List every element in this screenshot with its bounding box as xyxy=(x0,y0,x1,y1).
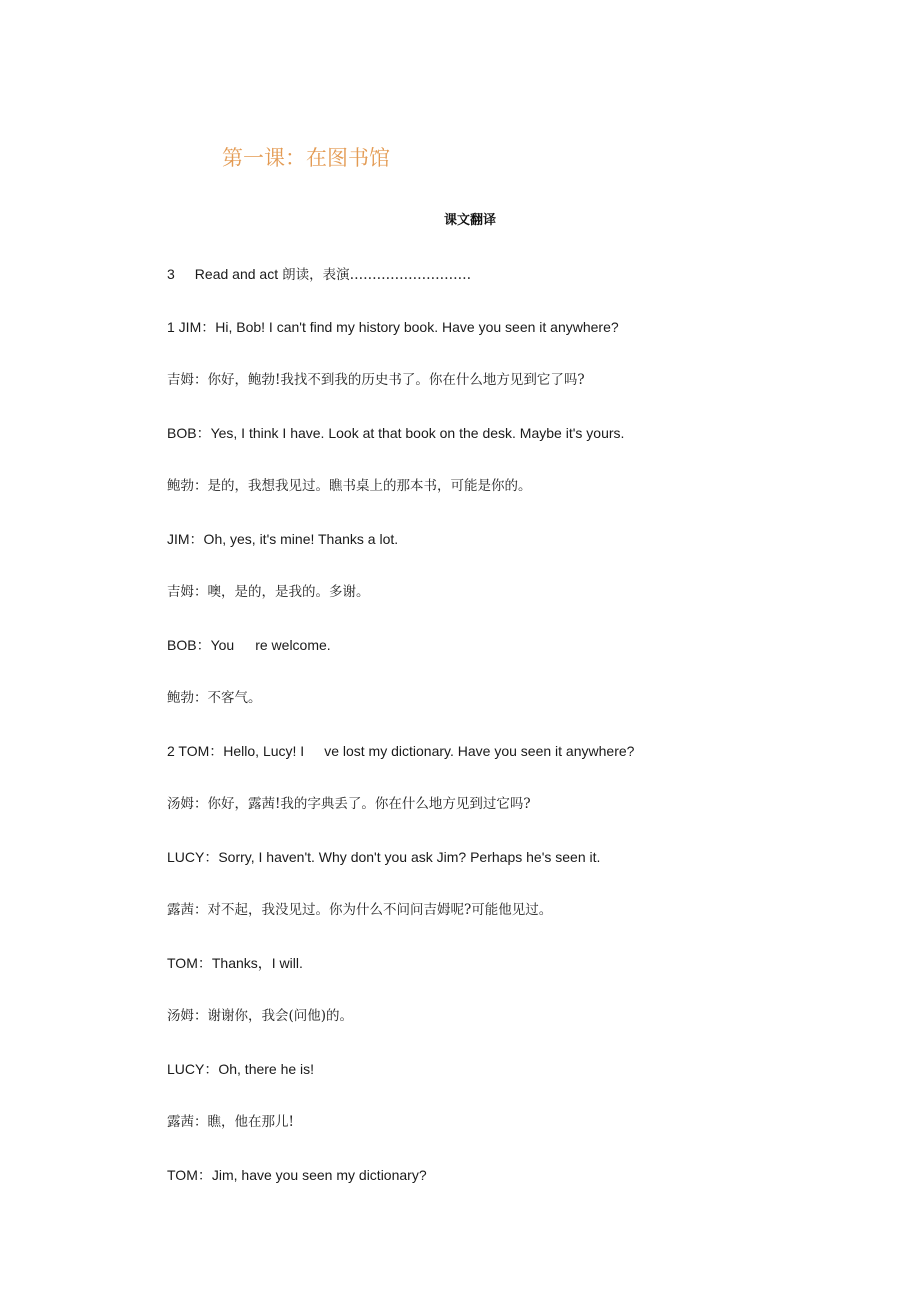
dialogue-text: 汤姆：谢谢你，我会(问他)的。 xyxy=(167,1008,354,1024)
dialogue-line-zh xyxy=(167,900,552,920)
dialogue-text: LUCY：Sorry, I haven't. Why don't you ask Jim? Perhaps he's seen it. xyxy=(167,849,601,865)
instruction-chinese: 朗读，表演 xyxy=(282,267,350,283)
dialogue-line-en xyxy=(167,423,624,443)
dialogue-text: 露茜：对不起，我没见过。你为什么不问问吉姆呢?可能他见过。 xyxy=(167,902,553,918)
dialogue-line-en xyxy=(167,741,634,761)
dialogue-text: 汤姆：你好，露茜!我的字典丢了。你在什么地方见到过它吗? xyxy=(167,796,531,812)
section-heading: 课文翻译 xyxy=(443,213,496,228)
dialogue-text: 1 JIM：Hi, Bob! I can't find my history book. Have you seen it anywhere? xyxy=(167,319,619,335)
dialogue-text: 露茜：瞧，他在那儿! xyxy=(167,1114,294,1130)
dialogue-line-zh xyxy=(167,476,532,496)
dialogue-line-zh xyxy=(167,688,262,708)
dialogue-text: TOM：Jim, have you seen my dictionary? xyxy=(167,1167,427,1183)
dialogue-text: 鲍勃：不客气。 xyxy=(167,690,262,706)
dialogue-line-en xyxy=(167,317,619,337)
dialogue-text: 吉姆：噢，是的，是我的。多谢。 xyxy=(167,584,370,600)
dialogue-line-zh xyxy=(167,370,585,390)
dialogue-line-zh xyxy=(167,1112,294,1132)
dialogue-text: BOB：You xyxy=(167,637,235,653)
dialogue-text: LUCY：Oh, there he is! xyxy=(167,1061,315,1077)
dialogue-line-zh xyxy=(167,794,531,814)
dialogue-line-zh xyxy=(167,1006,353,1026)
instruction-english: Read and act xyxy=(194,266,279,282)
instruction-dots: ……………………… xyxy=(349,267,472,283)
dialogue-line-en xyxy=(167,635,331,655)
lesson-title: 第一课：在图书馆 xyxy=(222,146,390,170)
dialogue-line-en xyxy=(167,1059,314,1079)
dialogue-text: 鲍勃：是的，我想我见过。瞧书桌上的那本书，可能是你的。 xyxy=(167,478,532,494)
dialogue-text: BOB：Yes, I think I have. Look at that book on the desk. Maybe it's yours. xyxy=(167,425,625,441)
dialogue-text: TOM：Thanks，I will. xyxy=(167,955,303,971)
dialogue-text: JIM：Oh, yes, it's mine! Thanks a lot. xyxy=(167,531,399,547)
dialogue-line-en xyxy=(167,953,303,973)
dialogue-text-continued: re welcome. xyxy=(255,637,331,653)
dialogue-line-zh xyxy=(167,582,370,602)
dialogue-line-en xyxy=(167,529,398,549)
instruction-line xyxy=(167,264,471,286)
dialogue-line-en xyxy=(167,1165,427,1185)
dialogue-text: 2 TOM：Hello, Lucy! I xyxy=(167,743,305,759)
dialogue-text-continued: ve lost my dictionary. Have you seen it anywhere? xyxy=(324,743,635,759)
dialogue-text: 吉姆：你好，鲍勃!我找不到我的历史书了。你在什么地方见到它了吗? xyxy=(167,372,585,388)
dialogue-line-en xyxy=(167,847,600,867)
instruction-number: 3 xyxy=(167,266,175,282)
